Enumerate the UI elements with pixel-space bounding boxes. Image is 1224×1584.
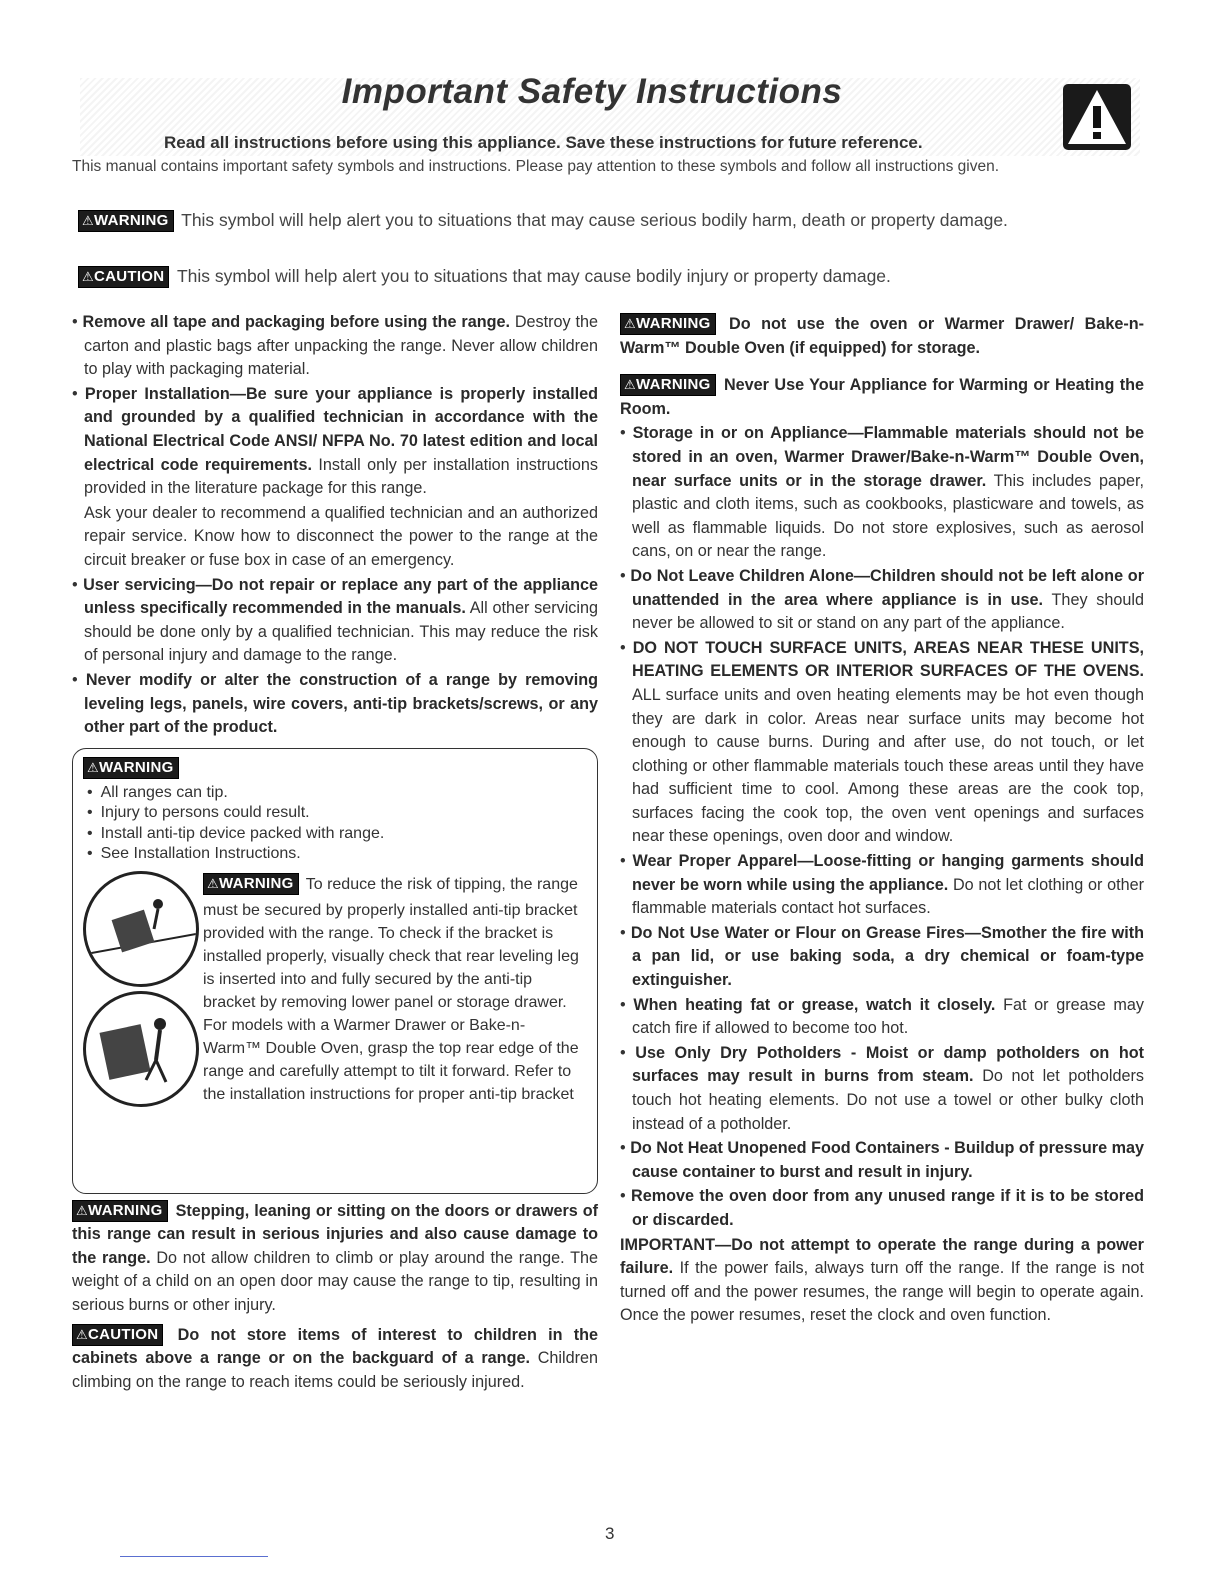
page-number: 3 xyxy=(605,1524,615,1543)
left-column xyxy=(72,311,598,1395)
instruction-item: • Do Not Use Water or Flour on Grease Fires—Smother the fire with a pan lid, or use baking soda, a dry chemical or foam-type extinguisher. xyxy=(620,923,1144,990)
important-note: IMPORTANT—Do not attempt to operate the range during a power failure. If the power fails, always turn off the range. If the range is not turned off and the power resumes, the range will begin to operate again. Once the power resumes, reset the clock and oven function. xyxy=(620,1235,1144,1325)
instruction-item: • Remove all tape and packaging before using the range. Destroy the carton and plastic bags after unpacking the range. Never allow children to play with packaging material. xyxy=(72,313,598,379)
instruction-item: Ask your dealer to recommend a qualified technician and an authorized repair service. Know how to disconnect the power to the range at the circuit breaker or fuse box in case of an emergency. xyxy=(84,503,598,569)
caution-label: ⚠CAUTION xyxy=(78,266,169,288)
child-climbing-illustration-icon xyxy=(83,991,199,1107)
instruction-item: ⚠WARNING Do not use the oven or Warmer Drawer/ Bake-n-Warm™ Double Oven (if equipped) for storage. xyxy=(620,315,1145,357)
warning-label: ⚠WARNING xyxy=(620,374,716,396)
read-all-notice: Read all instructions before using this appliance. Save these instructions for future reference. xyxy=(164,133,923,152)
list-item: • Install anti-tip device packed with range. xyxy=(87,824,587,845)
instruction-item: • Storage in or on Appliance—Flammable materials should not be stored in an oven, Warmer Drawer/Bake-n-Warm™ Double Oven, near surface units or in the storage drawer. This includes paper, plastic and cloth items, such as cookbooks, plasticware and towels, as well as flammable liquids. Do not store explosives, such as aerosol cans, on or near the range. xyxy=(620,424,1144,561)
instruction-item: ⚠CAUTION Do not store items of interest to children in the cabinets above a range or on the backguard of a range. Children climbing on the range to reach items could be seriously injured. xyxy=(72,1325,599,1391)
list-item: • All ranges can tip. xyxy=(87,783,587,804)
caution-label: ⚠CAUTION xyxy=(72,1324,163,1346)
instruction-item: • Do Not Leave Children Alone—Children should not be left alone or unattended in the area where appliance is in use. They should never be allowed to sit or stand on any part of the appliance. xyxy=(620,566,1144,633)
range-tip-illustration-icon xyxy=(83,871,199,987)
manual-note: This manual contains important safety symbols and instructions. Please pay attention to these symbols and follow all instructions given. xyxy=(72,158,1000,175)
instruction-item: • Do Not Heat Unopened Food Containers - Buildup of pressure may cause container to burst and result in injury. xyxy=(620,1139,1144,1181)
warning-label: ⚠WARNING xyxy=(83,757,179,779)
caution-symbol-line: ⚠CAUTION This symbol will help alert you to situations that may cause bodily injury or property damage. xyxy=(78,266,891,288)
list-item: • Injury to persons could result. xyxy=(87,803,587,824)
warning-label: ⚠WARNING xyxy=(203,873,299,895)
anti-tip-warning-box xyxy=(72,748,598,1194)
instruction-item: • DO NOT TOUCH SURFACE UNITS, AREAS NEAR THESE UNITS, HEATING ELEMENTS OR INTERIOR SURFACES OF THE OVENS. ALL surface units and oven heating elements may be hot even though they are dark in color. Areas near surface units may become hot enough to cause burns. During and after use, do not touch, or let clothing or other flammable materials touch these areas until they have had sufficient time to cool. Among these areas are the cook top, surfaces facing the cook top, the oven vent openings and surfaces near these openings, oven door and window. xyxy=(620,638,1144,846)
warning-triangle-icon xyxy=(1063,84,1131,150)
right-column xyxy=(620,313,1144,1329)
footer-divider xyxy=(120,1556,268,1557)
instruction-item: • User servicing—Do not repair or replace any part of the appliance unless specifically recommended in the manuals. All other servicing should be done only by a qualified technician. This may reduce the risk of personal injury and damage to the range. xyxy=(72,575,599,665)
warning-symbol-line: ⚠WARNING This symbol will help alert you to situations that may cause serious bodily harm, death or property damage. xyxy=(78,210,1008,232)
instruction-item: • When heating fat or grease, watch it closely. Fat or grease may catch fire if allowed to become too hot. xyxy=(620,995,1144,1038)
anti-tip-text: ⚠WARNING To reduce the risk of tipping, the range must be secured by properly installed anti-tip bracket provided with the range. To check if the bracket is installed properly, visually check that rear leveling leg is inserted into and fully secured by the anti-tip bracket by removing lower panel or storage drawer. For models with a Warmer Drawer or Bake-n-Warm™ Double Oven, grasp the top rear edge of the range and carefully attempt to tilt it forward. Refer to the installation instructions for proper anti-tip bracket xyxy=(203,874,579,1103)
list-item: • See Installation Instructions. xyxy=(87,844,587,865)
instruction-item: • Proper Installation—Be sure your appliance is properly installed and grounded by a qualified technician in accordance with the National Electrical Code ANSI/ NFPA No. 70 latest edition and local electrical code requirements. Install only per installation instructions provided in the literature package for this range. xyxy=(72,384,598,498)
anti-tip-bullets xyxy=(87,783,587,865)
instruction-item: • Remove the oven door from any unused range if it is to be stored or discarded. xyxy=(620,1187,1144,1229)
warning-label: ⚠WARNING xyxy=(72,1200,168,1222)
instruction-item: • Never modify or alter the construction of a range by removing leveling legs, panels, wire covers, anti-tip brackets/screws, or any other part of the product. xyxy=(72,670,598,737)
instruction-item: • Use Only Dry Potholders - Moist or damp potholders on hot surfaces may result in burns from steam. Do not let potholders touch hot heating elements. Do not use a towel or other bulky cloth instead of a potholder. xyxy=(620,1043,1144,1133)
warning-label: ⚠WARNING xyxy=(78,210,174,232)
instruction-item: ⚠WARNING Never Use Your Appliance for Warming or Heating the Room. xyxy=(620,376,1145,418)
page-title: Important Safety Instructions xyxy=(341,72,843,111)
instruction-item: • Wear Proper Apparel—Loose-fitting or hanging garments should never be worn while using the appliance. Do not let clothing or other flammable materials contact hot surfaces. xyxy=(620,852,1145,918)
instruction-item: ⚠WARNING Stepping, leaning or sitting on the doors or drawers of this range can result in serious injuries and also cause damage to the range. Do not allow children to climb or play around the range. The weight of a child on an open door may cause the range to tip, resulting in serious burns or other injury. xyxy=(72,1201,599,1315)
warning-label: ⚠WARNING xyxy=(620,313,716,335)
